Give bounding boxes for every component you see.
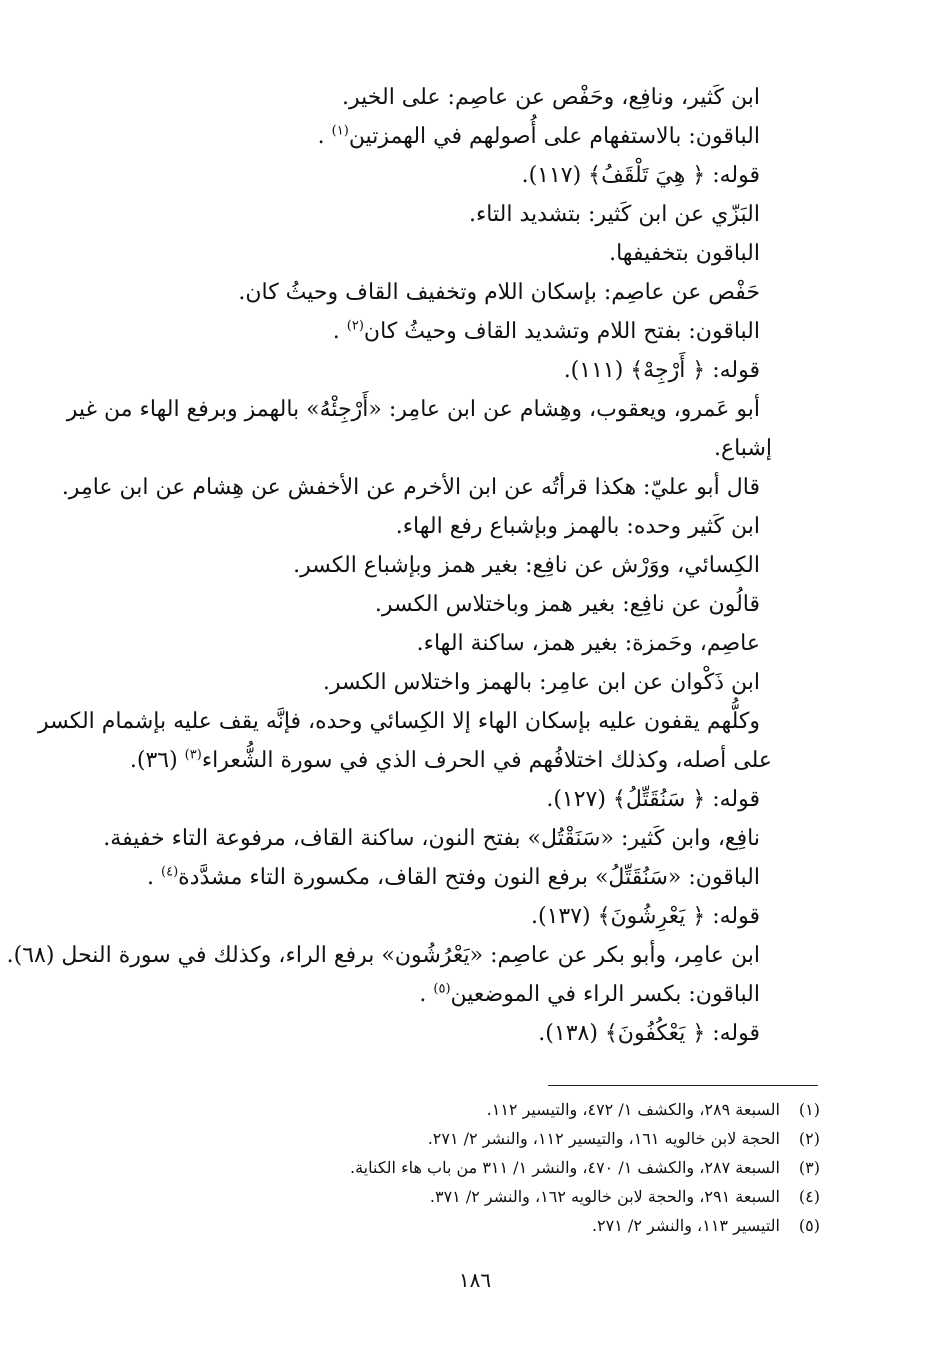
text-line: الباقون: «سَنُقَتِّلُ» برفع النون وفتح القاف، مكسورة التاء مشدَّدة$^{(٤)}$ .	[147, 864, 760, 890]
text-line: أبو عَمرو، ويعقوب، وهِشام عن ابن عامِر: «أَرْجِئْهُ» بالهمز وبرفع الهاء من غير	[66, 397, 760, 422]
text-line: ابن كَثير، ونافِع، وحَفْص عن عاصِم: على الخير.	[342, 85, 760, 110]
text-line: الباقون بتخفيفها.	[609, 241, 760, 266]
text-line: ابن ذَكْوان عن ابن عامِر: بالهمز واختلاس الكسر.	[322, 670, 760, 695]
text-line: قوله: ﴿ هِيَ تَلْقَفُ﴾ (١١٧).	[521, 163, 760, 188]
footnote-number: (٢)	[798, 1129, 820, 1148]
footnote	[120, 1124, 820, 1153]
text-line: قوله: ﴿ أَرْجِهْ﴾ (١١١).	[563, 358, 760, 383]
page-number: ١٨٦	[458, 1268, 492, 1292]
footnote-number: (١)	[798, 1100, 820, 1119]
footnote-marker: (٤)	[161, 864, 179, 880]
text-line: إشباع.	[713, 436, 772, 461]
footnote-text: السبعة ٢٨٩، والكشف ١/ ٤٧٢، والتيسير ١١٢.	[486, 1100, 780, 1119]
footnote	[120, 1153, 820, 1182]
footnote-text: السبعة ٢٨٧، والكشف ١/ ٤٧٠، والنشر ١/ ٣١١ من باب هاء الكناية.	[350, 1158, 780, 1177]
footnote-text: التيسير ١١٣، والنشر ٢/ ٢٧١.	[591, 1216, 780, 1235]
footnote-marker: (١)	[331, 123, 349, 139]
footnote-divider	[548, 1085, 818, 1086]
text-line: ابن كَثير وحده: بالهمز وبإشباع رفع الهاء.	[395, 514, 760, 539]
text-line: البَزّي عن ابن كَثير: بتشديد التاء.	[468, 202, 760, 227]
footnote	[120, 1095, 820, 1124]
text-line: قالُون عن نافِع: بغير همز وباختلاس الكسر.	[374, 592, 760, 617]
footnote-marker: (٣)	[184, 747, 202, 763]
main-text	[6, 78, 772, 1053]
text-line: الكِسائي، ووَرْش عن نافِع: بغير همز وبإشباع الكسر.	[293, 553, 760, 578]
text-line: على أصله، وكذلك اختلافُهم في الحرف الذي في سورة الشُّعراء$^{(٣)}$ (٣٦).	[129, 747, 772, 773]
footnote	[120, 1182, 820, 1211]
text-line: الباقون: بكسر الراء في الموضعين$^{(٥)}$ .	[419, 981, 760, 1007]
footnote	[120, 1211, 820, 1240]
footnote-marker: (٥)	[433, 981, 451, 997]
text-line: ابن عامِر، وأبو بكر عن عاصِم: «يَعْرُشُون» برفع الراء، وكذلك في سورة النحل (٦٨).	[6, 943, 760, 968]
text-line: قوله: ﴿ يَعْرِشُونَ﴾ (١٣٧).	[531, 904, 760, 929]
footnote-text: السبعة ٢٩١، والحجة لابن خالويه ١٦٢، والنشر ٢/ ٣٧١.	[429, 1187, 780, 1206]
text-line: حَفْص عن عاصِم: بإسكان اللام وتخفيف القاف وحيثُ كان.	[238, 280, 760, 305]
footnote-text: الحجة لابن خالويه ١٦١، والتيسير ١١٢، والنشر ٢/ ٢٧١.	[427, 1129, 780, 1148]
text-line: نافِع، وابن كَثير: «سَنَقْتُل» بفتح النون، ساكنة القاف، مرفوعة التاء خفيفة.	[103, 826, 760, 851]
text-line: الباقون: بفتح اللام وتشديد القاف وحيثُ كان$^{(٢)}$ .	[332, 318, 760, 344]
text-line: الباقون: بالاستفهام على أُصولهم في الهمزتين$^{(١)}$ .	[317, 123, 760, 149]
footnote-marker: (٢)	[346, 318, 364, 334]
text-line: عاصِم، وحَمزة: بغير همز، ساكنة الهاء.	[416, 631, 760, 656]
footnote-number: (٥)	[798, 1216, 820, 1235]
footnote-number: (٣)	[798, 1158, 820, 1177]
footnote-number: (٤)	[798, 1187, 820, 1206]
footnotes	[120, 1095, 820, 1240]
text-line: وكلُّهم يقفون عليه بإسكان الهاء إلا الكِسائي وحده، فإنَّه يقف عليه بإشمام الكسر	[38, 709, 760, 734]
text-line: قوله: ﴿ يَعْكُفُونَ﴾ (١٣٨).	[538, 1021, 760, 1046]
text-line: قوله: ﴿ سَنُقَتِّلُ﴾ (١٢٧).	[546, 787, 760, 812]
text-line: قال أبو عليّ: هكذا قرأتُه عن ابن الأخرم عن الأخفش عن هِشام عن ابن عامِر.	[61, 475, 760, 500]
